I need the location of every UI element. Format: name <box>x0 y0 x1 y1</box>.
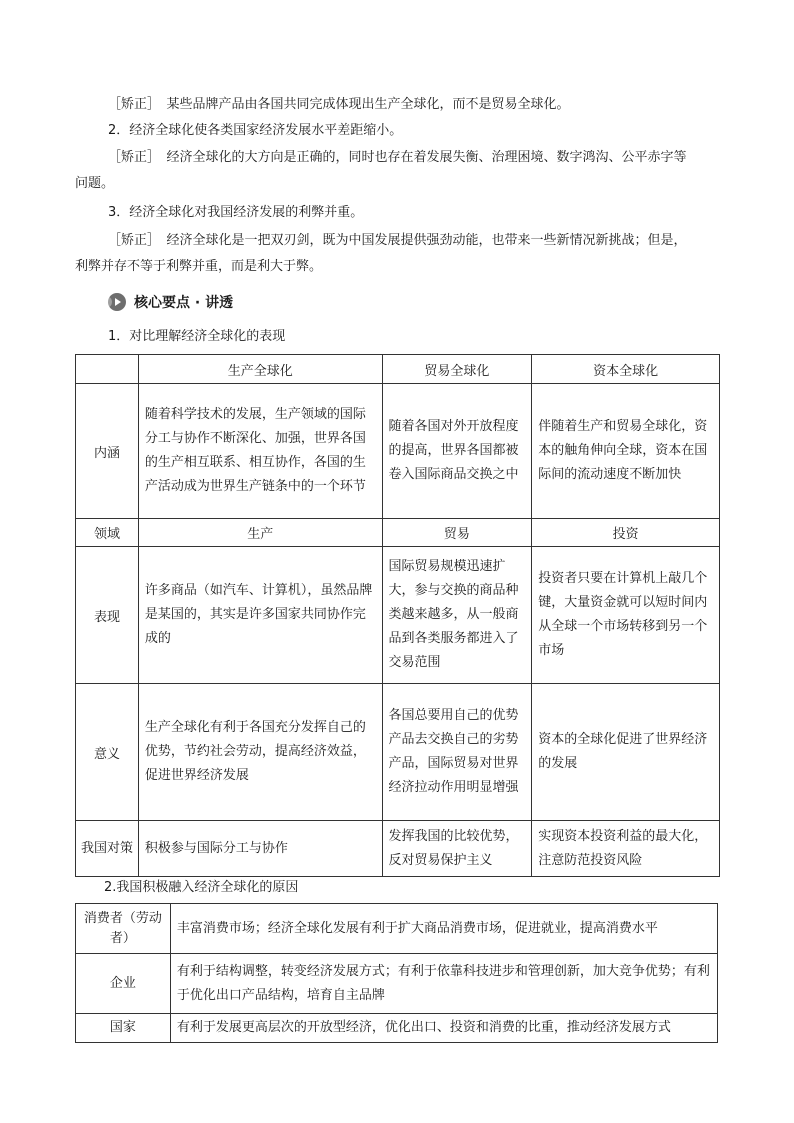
correction-paragraph-1: ［矫正］ 某些品牌产品由各国共同完成体现出生产全球化，而不是贸易全球化。 <box>108 97 570 112</box>
row-label-connotation: 内涵 <box>76 384 139 519</box>
misconception-3: 3．经济全球化对我国经济发展的利弊并重。 <box>108 205 364 220</box>
cell-manifestation-capital: 投资者只要在计算机上敲几个键，大量资金就可以短时间内从全球一个市场转移到另一个市场 <box>532 547 720 684</box>
cell-manifestation-trade: 国际贸易规模迅速扩大，参与交换的商品种类越来越多，从一般商品到各类服务都进入了交易范围 <box>382 547 532 684</box>
row-label-manifestation: 表现 <box>76 547 139 684</box>
row-label-countermeasures: 我国对策 <box>76 821 139 877</box>
cell-connotation-capital: 伴随着生产和贸易全球化，资本的触角伸向全球，资本在国际间的流动速度不断加快 <box>532 384 720 519</box>
cell-field-capital: 投资 <box>532 519 720 547</box>
row-label-consumers: 消费者（劳动者） <box>76 904 171 954</box>
cell-significance-capital: 资本的全球化促进了世界经济的发展 <box>532 684 720 821</box>
misconception-2: 2．经济全球化使各类国家经济发展水平差距缩小。 <box>108 123 403 138</box>
correction-paragraph-3-cont: 利弊并存不等于利弊并重，而是利大于弊。 <box>75 259 323 274</box>
cell-countermeasures-trade: 发挥我国的比较优势，反对贸易保护主义 <box>382 821 532 877</box>
section-heading <box>108 291 233 313</box>
cell-enterprises: 有利于结构调整，转变经济发展方式；有利于依靠科技进步和管理创新，加大竞争优势；有利于优化出口产品结构，培育自主品牌 <box>170 954 717 1014</box>
row-label-significance: 意义 <box>76 684 139 821</box>
cell-field-production: 生产 <box>138 519 382 547</box>
cell-consumers: 丰富消费市场；经济全球化发展有利于扩大商品消费市场，促进就业，提高消费水平 <box>170 904 717 954</box>
correction-paragraph-3: ［矫正］ 经济全球化是一把双刃剑，既为中国发展提供强劲动能，也带来一些新情况新挑战；但是， <box>108 233 687 248</box>
correction-paragraph-2-cont: 问题。 <box>75 176 115 191</box>
cell-connotation-trade: 随着各国对外开放程度的提高，世界各国都被卷入国际商品交换之中 <box>382 384 532 519</box>
header-production: 生产全球化 <box>138 355 382 384</box>
globalization-comparison-table <box>75 354 720 877</box>
cell-field-trade: 贸易 <box>382 519 532 547</box>
play-circle-icon <box>108 293 126 311</box>
correction-paragraph-2: ［矫正］ 经济全球化的大方向是正确的，同时也存在着发展失衡、治理困境、数字鸿沟、公平赤字等 <box>108 150 687 165</box>
table1-caption: 1．对比理解经济全球化的表现 <box>108 329 286 344</box>
cell-manifestation-production: 许多商品（如汽车、计算机），虽然品牌是某国的，其实是许多国家共同协作完成的 <box>138 547 382 684</box>
row-label-nation: 国家 <box>76 1014 171 1043</box>
table2-caption: 2.我国积极融入经济全球化的原因 <box>104 880 299 895</box>
cell-significance-trade: 各国总要用自己的优势产品去交换自己的劣势产品，国际贸易对世界经济拉动作用明显增强 <box>382 684 532 821</box>
header-empty <box>76 355 139 384</box>
cell-countermeasures-production: 积极参与国际分工与协作 <box>138 821 382 877</box>
integration-reasons-table <box>75 903 718 1043</box>
row-label-enterprises: 企业 <box>76 954 171 1014</box>
header-capital: 资本全球化 <box>532 355 720 384</box>
cell-significance-production: 生产全球化有利于各国充分发挥自己的优势，节约社会劳动，提高经济效益，促进世界经济发展 <box>138 684 382 821</box>
cell-countermeasures-capital: 实现资本投资利益的最大化，注意防范投资风险 <box>532 821 720 877</box>
cell-connotation-production: 随着科学技术的发展，生产领域的国际分工与协作不断深化、加强，世界各国的生产相互联系、相互协作，各国的生产活动成为世界生产链条中的一个环节 <box>138 384 382 519</box>
row-label-field: 领域 <box>76 519 139 547</box>
section-title: 核心要点 · 讲透 <box>134 295 234 311</box>
header-trade: 贸易全球化 <box>382 355 532 384</box>
cell-nation: 有利于发展更高层次的开放型经济，优化出口、投资和消费的比重，推动经济发展方式 <box>170 1014 717 1043</box>
